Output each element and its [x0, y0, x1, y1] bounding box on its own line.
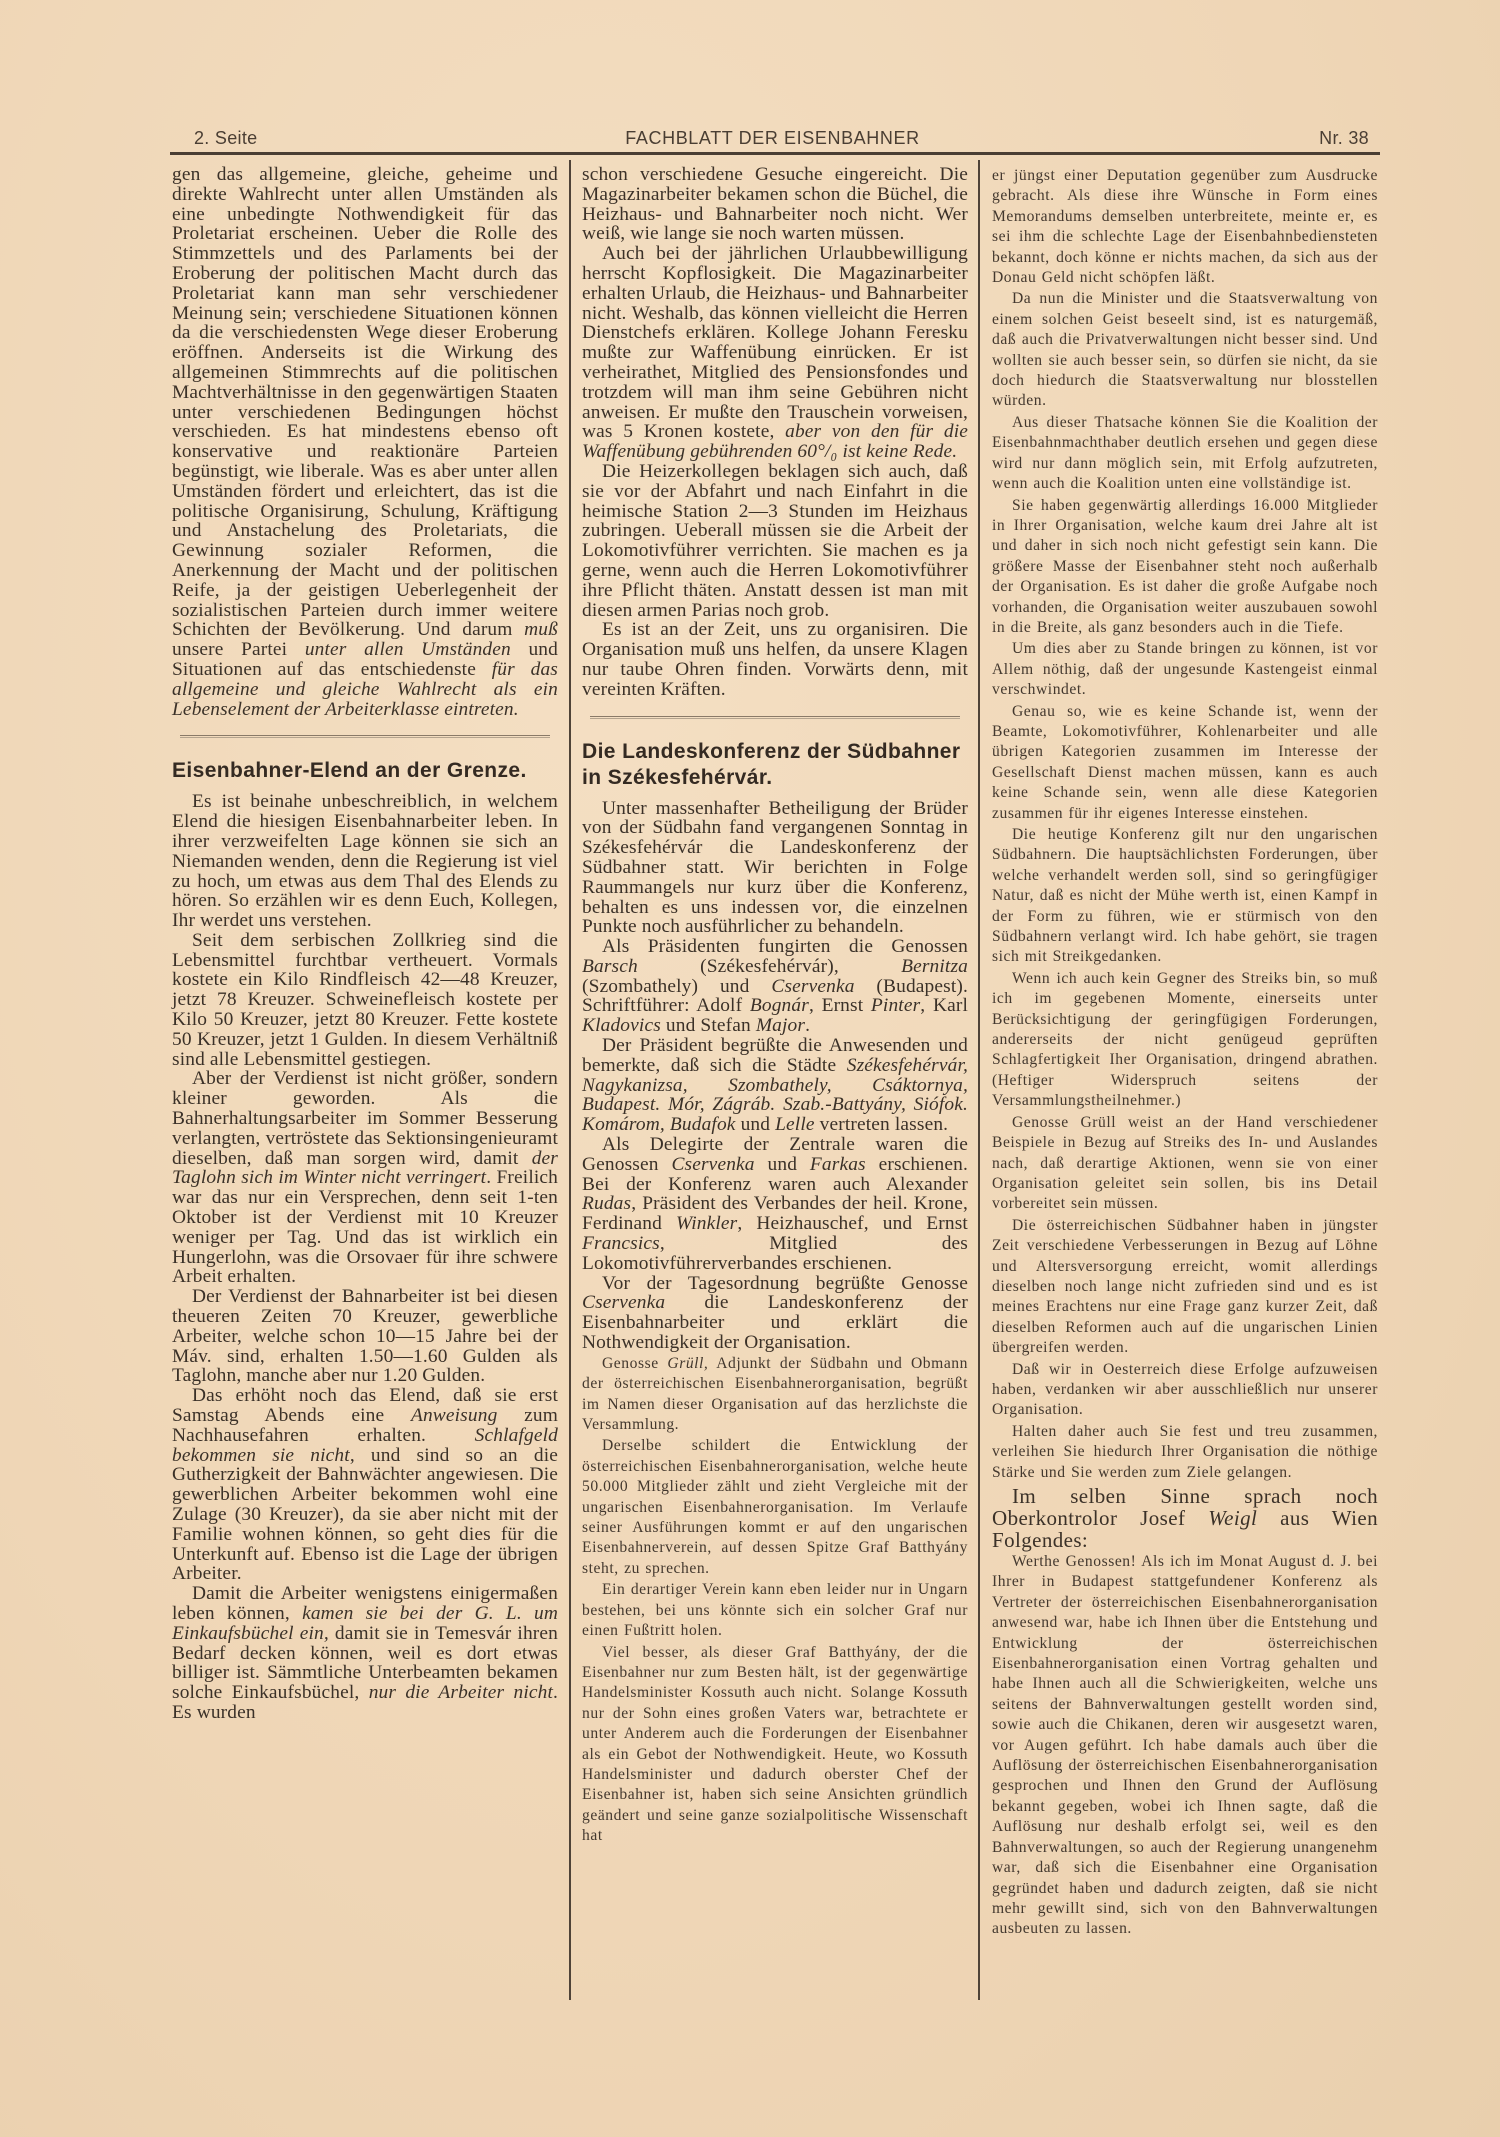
text-run: Damit die Arbeiter wenigstens einigermaßen leben können, — [172, 1583, 558, 1624]
header-rule — [170, 152, 1380, 155]
text-run: Adjunkt der Südbahn und Obmann der österreichischen Eisenbahnerorganisation, begrüßt im Namen dieser Organisation auf das herzlichste die Versammlung. — [582, 1354, 968, 1434]
paragraph — [582, 620, 968, 699]
column-divider — [569, 160, 571, 2000]
text-run: damit sie in Temesvár ihren Bedarf decken können, weil es dort etwas billiger ist. Sämmtliche Unterbeamten bekamen solche Einkaufsbüchel, — [172, 1622, 558, 1704]
text-run: (Székesfehérvár), — [637, 955, 902, 977]
text-run: Um dies aber zu Stande bringen zu können, ist vor Allem nöthig, daß der ungesunde Kastengeist einmal verschwindet. — [992, 640, 1378, 699]
paragraph — [582, 1135, 968, 1274]
italic-text: Székesfehérvár, Nagykanizsa, Szombathely, Csáktornya, Budapest. Mór, Zágráb. Szab.-Battyány, Siófok. Komárom, Budafok — [582, 1054, 968, 1136]
paragraph — [582, 165, 968, 244]
text-run: Genau so, wie es keine Schande ist, wenn der Beamte, Lokomotivführer, Kohlenarbeiter und alle übrigen Kategorien zusammen im Interesse der Gesellschaft Dienst machen müssen, kann es auch keine Schande sein, wenn alle diese Kategorien zusammen für ihr eigenes Interesse einstehen. — [992, 702, 1378, 822]
paragraph — [582, 1274, 968, 1353]
text-run: Aber der Verdienst ist nicht größer, sondern kleiner geworden. Als die Bahnerhaltungsarbeiter im Sommer Besserung verlangten, vertröstete das Sektionsingenieuramt dieselben, daß man sorgen wird, damit — [172, 1068, 558, 1169]
italic-text: Cservenka — [582, 1292, 666, 1314]
paragraph — [992, 1216, 1378, 1359]
text-run: Die heutige Konferenz gilt nur den ungarischen Südbahnern. Die hauptsächlichsten Forderungen, über welche verhandelt werden soll, sind so geringfügiger Natur, daß es nicht der Mühe werth ist, einen Kampf in der Form zu führen, wie er stürmisch von den Südbahnern verlangt wird. Ich habe gehört, sie tragen sich mit Streikgedanken. — [992, 826, 1378, 966]
text-run: Viel besser, als dieser Graf Batthyány, der die Eisenbahner nur zum Besten hält, ist der gegenwärtige Handelsminister Kossuth auch nicht. Solange Kossuth nur der Sohn eines großen Vaters war, betrachtete er unter Anderem auch die Forderungen der Eisenbahner als ein Gebot der Nothwendigkeit. Heute, wo Kossuth Handelsminister und dadurch oberster Chef der Eisenbahner ist, haben sich seine Ansichten gründlich geändert und seine ganze sozialpolitische Wissenschaft hat — [582, 1643, 968, 1845]
text-run: Ein derartiger Verein kann eben leider nur in Ungarn bestehen, bei uns könnte sich ein solcher Graf nur einen Fußtritt holen. — [582, 1581, 968, 1640]
italic-text: kamen sie bei der G. L. um Einkaufsbüchel ein, — [172, 1602, 558, 1644]
italic-text: für das allgemeine und gleiche Wahlrecht als ein Lebenselement der Arbeiterklasse eintreten. — [172, 658, 558, 720]
text-run: und — [735, 1114, 776, 1136]
text-run: schon verschiedene Gesuche eingereicht. Die Magazinarbeiter bekamen schon die Büchel, die Heizhaus- und Bahnarbeiter noch nicht. Wer weiß, wie lange sie noch warten müssen. — [582, 164, 968, 245]
text-run: , und sind so an die Gutherzigkeit der Bahnwächter angewiesen. Die gewerblichen Arbeiter bekommen wohl eine Zulage (30 Kreuzer), da sie aber nicht mit der Familie wohnen können, so geht dies für die Unterkunft auf. Ebenso ist die Lage der übrigen Arbeiter. — [172, 1444, 558, 1585]
paragraph — [582, 1643, 968, 1847]
italic-text: Schlafgeld bekommen sie nicht — [172, 1424, 558, 1466]
italic-text: Grüll, — [667, 1354, 709, 1372]
running-header — [170, 128, 1375, 152]
paragraph — [582, 799, 968, 938]
text-run: Genosse — [602, 1354, 668, 1372]
italic-text: Bognár — [749, 995, 809, 1017]
text-run: Sie haben gegenwärtig allerdings 16.000 Mitglieder in Ihrer Organisation, welche kaum drei Jahre alt ist und daher in sich noch nicht gefestigt sein kann. Die größere Masse der Eisenbahner steht noch außerhalb der Organisation. Es ist daher die große Aufgabe noch vorhanden, die Organisation weiter auszubauen sowohl in die Breite, als ganz besonders auch in die Tiefe. — [992, 496, 1378, 636]
text-run: Der Verdienst der Bahnarbeiter ist bei diesen theueren Zeiten 70 Kreuzer, gewerbliche Arbeiter, welche schon 10—15 Jahre bei der Máv. sind, erhalten 1.50—1.60 Gulden als Taglohn, manche aber nur 1.20 Gulden. — [172, 1286, 558, 1387]
paragraph — [582, 937, 968, 1036]
italic-text: Pinter — [870, 995, 921, 1017]
text-run: (Budapest). Schriftführer: Adolf — [582, 975, 968, 1017]
paragraph — [992, 289, 1378, 411]
page-number: 2. Seite — [194, 128, 258, 148]
italic-text: Farkas — [809, 1153, 866, 1175]
italic-text: der Taglohn sich im Winter nicht verringert — [172, 1147, 558, 1189]
issue-number: Nr. 38 — [1319, 128, 1369, 148]
text-run: (Szombathely) und — [582, 975, 772, 997]
paragraph — [172, 931, 558, 1070]
text-run: Unter massenhafter Betheiligung der Brüder von der Südbahn fand vergangenen Sonntag in Székesfehérvár die Landeskonferenz der Südbahner statt. Wir berichten in Folge Raummangels nur kurz über die Konferenz, behalten es uns indessen vor, die einzelnen Punkte noch ausführlicher zu behandeln. — [582, 797, 968, 938]
section-divider — [590, 716, 960, 719]
text-run: Halten daher auch Sie fest und treu zusammen, verleihen Sie hiedurch Ihrer Organisation die nöthige Stärke und Sie werden zum Ziele gelangen. — [992, 1422, 1378, 1481]
paragraph — [582, 1354, 968, 1436]
text-run: , Heizhauschef, und Ernst — [737, 1213, 968, 1235]
italic-text: Bernitza — [901, 955, 968, 977]
text-run: Seit dem serbischen Zollkrieg sind die Lebensmittel furchtbar vertheuert. Vormals kostete ein Kilo Rindfleisch 42—48 Kreuzer, jetzt 78 Kreuzer. Schweinefleisch kostete per Kilo 50 Kreuzer, jetzt 80 Kreuzer. Fette kostete 50 Kreuzer, jetzt 1 Gulden. In diesem Verhältniß sind alle Lebensmittel gestiegen. — [172, 929, 558, 1070]
column-2 — [582, 165, 968, 1847]
paragraph — [992, 413, 1378, 495]
text-run: die Landeskonferenz der Eisenbahnarbeiter und erklärt die Nothwendigkeit der Organisation. — [582, 1292, 968, 1354]
paragraph — [992, 1113, 1378, 1215]
column-divider — [978, 160, 980, 2000]
paragraph — [582, 1436, 968, 1579]
text-run: erschienen. Bei der Konferenz waren auch Alexander — [582, 1153, 969, 1195]
italic-text: nur die Arbeiter nicht — [368, 1682, 553, 1704]
text-run: Daß wir in Oesterreich diese Erfolge aufzuweisen haben, verdanken wir aber ausschließlich nur unserer Organisation. — [992, 1360, 1378, 1419]
paragraph — [172, 1287, 558, 1386]
text-run: Genosse Grüll weist an der Hand verschiedener Beispiele in Bezug auf Streiks des In- und Auslandes nach, daß derartige Aktionen, wenn sie von einer Organisation geleitet sein sollen, bis ins Detail vorbereitet sein müssen. — [992, 1113, 1378, 1213]
italic-text: Lelle — [775, 1114, 815, 1136]
text-run: Es ist beinahe unbeschreiblich, in welchem Elend die hiesigen Eisenbahnarbeiter leben. In ihrer verzweifelten Lage können sie sich an Niemanden wenden, denn die Regierung ist viel zu hoch, um etwas aus dem Thal des Elends zu hören. So erzählen wir es denn Euch, Kollegen, Ihr werdet uns verstehen. — [172, 791, 558, 932]
text-run: Als Präsidenten fungirten die Genossen — [602, 936, 968, 958]
text-run: Im selben Sinne sprach noch Oberkontrolor Josef — [992, 1484, 1378, 1530]
italic-text: aber von den für die Waffenübung gebührenden 60°/₀ ist keine Rede. — [582, 421, 968, 463]
paragraph — [172, 792, 558, 931]
text-run: Aus dieser Thatsache können Sie die Koalition der Eisenbahnmachthaber deutlich ersehen und gegen diese wird nur dann möglich sein, mit Erfolg aufzutreten, wenn auch die Koalition unten eine vollständige ist. — [992, 413, 1378, 493]
paragraph — [582, 1036, 968, 1135]
paragraph — [992, 1422, 1378, 1483]
text-run: und Stefan — [660, 1015, 756, 1037]
paragraph — [172, 1069, 558, 1287]
italic-text: Cservenka — [671, 1153, 755, 1175]
paragraph — [992, 1552, 1378, 1940]
column-3 — [992, 165, 1378, 1940]
article-headline: Die Landeskonferenz der Südbahner in Székesfehérvár. — [582, 739, 961, 789]
text-run: Derselbe schildert die Entwicklung der österreichischen Eisenbahnerorganisation, welche heute 50.000 Mitglieder zählt und zieht Vergleiche mit der ungarischen Eisenbahnerorganisation. Im Verlaufe seiner Ausführungen kommt er auf den ungarischen Eisenbahnerverein, auf dessen Spitze Graf Batthyány steht, zu sprechen. — [582, 1437, 968, 1577]
text-run: , Ernst — [808, 995, 871, 1017]
text-run: Werthe Genossen! Als ich im Monat August d. J. bei Ihrer in Budapest stattgefundener Konferenz als Vertreter der österreichischen Eisenbahnerorganisation anwesend war, habe ich Ihnen über die Entstehung und Entwicklung der österreichischen Eisenbahnerorganisation einen Vortrag gehalten und habe Ihnen auch all die Schwierigkeiten, welche uns seitens der Bahnverwaltungen gestellt worden sind, sowie auch die Chikanen, deren wir ausgesetzt waren, vor Augen geführt. Ich habe damals auch über die Auflösung der österreichischen Eisenbahnerorganisation gesprochen und Ihnen den Grund der Auflösung bekannt gegeben, wobei ich Ihnen sagte, daß die Auflösung nur deshalb erfolgt sei, weil es den Bahnverwaltungen, so auch der Regierung unangenehm war, daß sich die Eisenbahner eine Organisation gegründet haben und dadurch zeigten, daß sie nicht mehr gewillt sind, sich von den Bahnverwaltungen ausbeuten zu lassen. — [992, 1553, 1378, 1938]
paragraph — [172, 1386, 558, 1584]
text-run: vertreten lassen. — [814, 1114, 949, 1136]
italic-text: Rudas — [582, 1193, 632, 1215]
text-run: Vor der Tagesordnung begrüßte Genosse — [602, 1272, 968, 1294]
paragraph — [992, 825, 1378, 968]
article-headline: Eisenbahner-Elend an der Grenze. — [172, 759, 527, 783]
text-run: gen das allgemeine, gleiche, geheime und direkte Wahlrecht unter allen Umständen als eine unbedingte Nothwendigkeit für das Proletariat erscheinen. Ueber die Rolle des Stimmzettels und des Parlaments bei der Eroberung der politischen Macht durch das Proletariat kann man sehr verschiedener Meinung sein; verschiedene Situationen können da die verschiedensten Wege dieser Eroberung eröffnen. Anderseits ist die Wirkung des allgemeinen Stimmrechts auf die politischen Machtverhältnisse in den gegenwärtigen Staaten unter verschiedenen Bedingungen höchst verschieden. Es hat mindestens ebenso oft konservative und reaktionäre Parteien begünstigt, wie liberale. Was es aber unter allen Umständen fördert und erleichtert, das ist die politische Organisirung, Schulung, Kräftigung und Anstachelung des Proletariats, die Gewinnung sozialer Reformen, die Anerkennung der Macht und der politischen Reife, ja der geistigen Ueberlegenheit der sozialistischen Parteien durch immer weitere Schichten der Bevölkerung. Und darum — [172, 164, 558, 641]
text-run: , Karl — [920, 995, 968, 1017]
paragraph — [582, 244, 968, 462]
italic-text: unter allen Umständen — [304, 639, 511, 661]
paragraph — [582, 1580, 968, 1641]
italic-text: muß — [524, 619, 558, 641]
paragraph — [992, 1360, 1378, 1421]
column-1 — [172, 165, 558, 1723]
text-run: er jüngst einer Deputation gegenüber zum Ausdrucke gebracht. Als diese ihre Wünsche in Form eines Memorandums demselben unterbreitete, meinte er, es sei ihm die schlechte Lage der Eisenbahnbediensteten bekannt, doch könne er nichts machen, da sich aus der Donau Geld nicht schöpfen läßt. — [992, 167, 1378, 287]
text-run: Der Präsident begrüßte die Anwesenden und bemerkte, daß sich die Städte — [582, 1035, 968, 1076]
text-run: und — [754, 1153, 810, 1175]
text-run: Da nun die Minister und die Staatsverwaltung von einem solchen Geist beseelt sind, ist es naturgemäß, daß auch die Privatverwaltungen nicht besser sind. Und wollten sie auch besser sein, so dürfen sie nicht, da sie doch hiedurch die Staatsverwaltung nur blosstellen würden. — [992, 290, 1378, 410]
text-run: , Präsident des Verbandes der heil. Krone, Ferdinand — [582, 1193, 968, 1235]
italic-text: Major — [755, 1015, 806, 1037]
text-run: Die österreichischen Südbahner haben in jüngster Zeit verschiedene Verbesserungen in Bezug auf Löhne und Altersversorgung erreicht, womit allerdings dieselben noch lange nicht zufrieden sind und es ist meines Erachtens nur eine Frage ganz kurzer Zeit, daß dieselben Reformen auch auf die ungarischen Linien übergreifen werden. — [992, 1216, 1378, 1357]
paragraph — [582, 462, 968, 620]
italic-text: Kladovics — [582, 1015, 661, 1037]
paragraph — [992, 166, 1378, 288]
text-run: unsere Partei — [172, 639, 305, 661]
text-run: . Es wurden — [172, 1682, 558, 1723]
paragraph — [992, 969, 1378, 1112]
text-run: Auch bei der jährlichen Urlaubbewilligung herrscht Kopflosigkeit. Die Magazinarbeiter erhalten Urlaub, die Heizhaus- und Bahnarbeiter nicht. Weshalb, das können vielleicht die Herren Dienstchefs erklären. Kollege Johann Feresku mußte zur Waffenübung einrücken. Er ist verheirathet, Mitglied des Pensionsfondes und trotzdem will man ihm seine Gebühren nicht anweisen. Er mußte den Trauschein vorweisen, was 5 Kronen kostete, — [582, 243, 968, 443]
italic-text: Weigl — [1208, 1506, 1258, 1530]
text-run: Es ist an der Zeit, uns zu organisiren. Die Organisation muß uns helfen, da unsere Klagen nur taube Ohren finden. Vorwärts denn, mit vereinten Kräften. — [582, 619, 968, 700]
text-run: aus Wien Folgendes: — [992, 1506, 1378, 1552]
text-run: zum Nachhausefahren erhalten. — [172, 1405, 559, 1446]
text-run: Das erhöht noch das Elend, daß sie erst Samstag Abends eine — [172, 1385, 558, 1427]
text-run: Als Delegirte der Zentrale waren die Genossen — [582, 1134, 968, 1175]
italic-text: Winkler — [676, 1213, 738, 1235]
text-run: Die Heizerkollegen beklagen sich auch, daß sie vor der Abfahrt und nach Einfahrt in die heimische Station 2—3 Stunden im Heizhaus zubringen. Ueberall müssen sie die Arbeit der Lokomotivführer verrichten. Sie machen es ja gerne, wenn auch die Herren Lokomotivführer ihre Pflicht thäten. Anstatt dessen ist man mit diesen armen Parias noch grob. — [582, 460, 968, 621]
text-run: , Mitglied des Lokomotivführerverbandes erschienen. — [582, 1233, 968, 1274]
paragraph — [172, 1584, 558, 1723]
text-run: . Freilich war das nur ein Versprechen, denn seit 1-ten Oktober ist der Verdienst mit 10 Kreuzer weniger per Tag. Und das ist wirklich ein Hungerlohn, was die Orsovaer für ihre schwere Arbeit erhalten. — [172, 1167, 558, 1288]
publication-title: FACHBLATT DER EISENBAHNER — [625, 128, 920, 148]
italic-text: Barsch — [582, 955, 638, 977]
paragraph — [172, 165, 558, 719]
text-run: . — [805, 1015, 811, 1037]
text-run: Wenn ich auch kein Gegner des Streiks bin, so muß ich im gegebenen Momente, einerseits unter Berücksichtigung der geringfügigen Forderungen, andererseits der nicht genügeud geprüften Schlagfertigkeit Iher Organisation, dringend abrathen. (Heftiger Widerspruch seitens der Versammlungstheilnehmer.) — [992, 969, 1378, 1110]
italic-text: Cservenka — [771, 975, 855, 997]
paragraph — [992, 702, 1378, 824]
text-run: und Situationen auf das entschiedenste — [172, 639, 558, 680]
paragraph — [992, 639, 1378, 700]
paragraph — [992, 496, 1378, 639]
italic-text: Anweisung — [410, 1405, 498, 1427]
paragraph — [992, 1485, 1378, 1551]
italic-text: Francsics — [582, 1233, 660, 1255]
section-divider — [180, 735, 550, 738]
